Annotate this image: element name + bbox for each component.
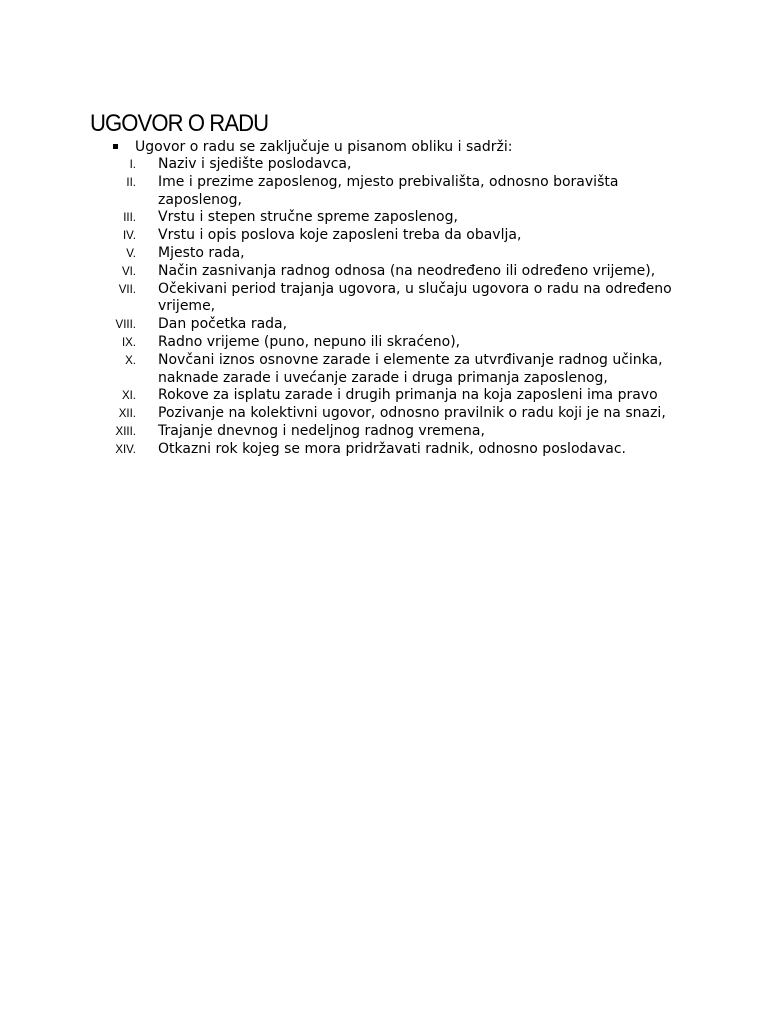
- document-title: UGOVOR O RADU: [90, 110, 269, 137]
- list-item-numeral: VII.: [118, 283, 136, 296]
- list-item-numeral: XII.: [118, 408, 136, 421]
- list-item-numeral: I.: [129, 159, 136, 171]
- square-bullet-icon: [113, 144, 118, 149]
- list-item-text: Trajanje dnevnog i nedeljnog radnog vremena,: [158, 422, 485, 439]
- list-item: [0, 156, 768, 174]
- list-item-numeral: V.: [126, 247, 136, 260]
- list-item: [0, 441, 768, 459]
- list-item-text: Novčani iznos osnovne zarade i elemente za utvrđivanje radnog učinka, naknade zarade i uvećanje zarade i druga primanja zaposlenog,: [158, 351, 663, 386]
- list-item: [0, 227, 768, 245]
- list-item-numeral: II.: [126, 176, 136, 189]
- list-item: [0, 245, 768, 263]
- list-item-numeral: VIII.: [115, 319, 136, 332]
- list-item-numeral: XIV.: [115, 443, 136, 456]
- list-item: [0, 387, 768, 405]
- list-item-text: Otkazni rok kojeg se mora pridržavati radnik, odnosno poslodavac.: [158, 440, 626, 457]
- list-item-numeral: IV.: [122, 230, 136, 243]
- list-item-text: Dan početka rada,: [158, 316, 288, 333]
- list-item-text: Radno vrijeme (puno, nepuno ili skraćeno),: [158, 333, 461, 350]
- intro-text: Ugovor o radu se zaključuje u pisanom obliku i sadrži:: [135, 139, 513, 155]
- list-item: [0, 405, 768, 423]
- list-item: [0, 209, 768, 227]
- intro-bullet-item: [0, 138, 768, 156]
- list-item-text: Pozivanje na kolektivni ugovor, odnosno pravilnik o radu koji je na snazi,: [158, 405, 666, 422]
- list-item-text: Vrstu i opis poslova koje zaposleni treba da obavlja,: [158, 227, 522, 244]
- list-item-numeral: XIII.: [115, 425, 136, 438]
- list-item-numeral: VI.: [121, 265, 136, 278]
- list-item-numeral: X.: [125, 354, 136, 367]
- list-item: [0, 316, 768, 334]
- list-item-text: Način zasnivanja radnog odnosa (na neodređeno ili određeno vrijeme),: [158, 262, 656, 279]
- list-item: [0, 263, 768, 281]
- list-item-text: Vrstu i stepen stručne spreme zaposlenog,: [158, 209, 458, 226]
- list-item-text: Rokove za isplatu zarade i drugih primanja na koja zaposleni ima pravo: [158, 387, 658, 404]
- list-item: [0, 423, 768, 441]
- list-item-numeral: IX.: [121, 336, 136, 349]
- list-item: [0, 334, 768, 352]
- list-item-text: Očekivani period trajanja ugovora, u slučaju ugovora o radu na određeno vrijeme,: [158, 280, 672, 315]
- contract-contents-list: [0, 156, 768, 459]
- list-item-text: Naziv i sjedište poslodavca,: [158, 156, 352, 172]
- list-item-text: Ime i prezime zaposlenog, mjesto prebivališta, odnosno boravišta zaposlenog,: [158, 173, 619, 208]
- list-item-text: Mjesto rada,: [158, 244, 245, 261]
- list-item: [0, 174, 768, 210]
- list-item-numeral: XI.: [121, 390, 136, 403]
- list-item: [0, 352, 768, 388]
- list-item: [0, 281, 768, 317]
- list-item-numeral: III.: [123, 212, 136, 225]
